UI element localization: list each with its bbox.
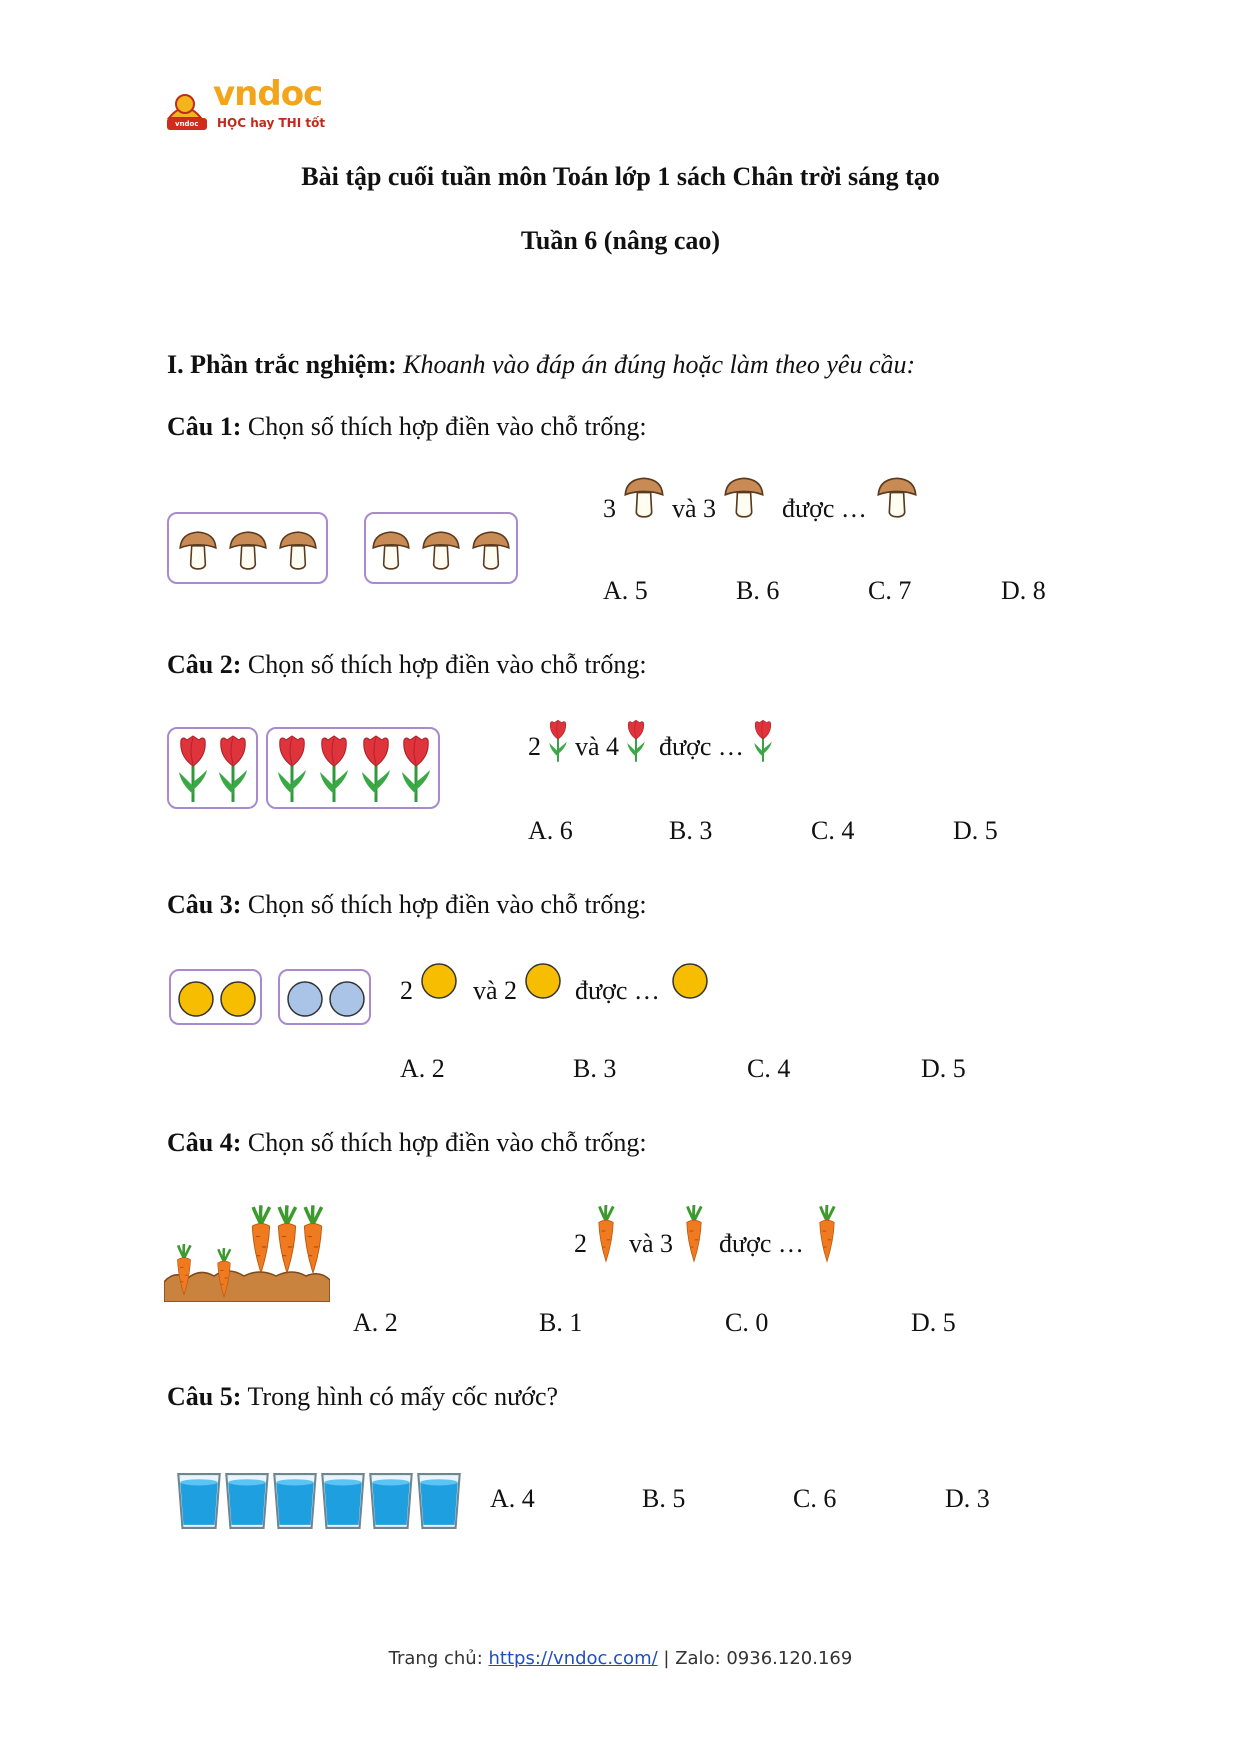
carrot-icon — [595, 1205, 617, 1263]
option-a[interactable]: A. 6 — [528, 816, 573, 845]
question-text: Chọn số thích hợp điền vào chỗ trống: — [247, 890, 647, 919]
option-b[interactable]: B. 6 — [736, 576, 780, 605]
question-text: Trong hình có mấy cốc nước? — [247, 1382, 559, 1411]
page-subtitle: Tuần 6 (nâng cao) — [520, 226, 721, 255]
option-b[interactable]: B. 1 — [539, 1308, 583, 1337]
tulip-icon — [396, 733, 436, 805]
option-c[interactable]: C. 0 — [725, 1308, 769, 1337]
tulip-icon — [545, 719, 571, 763]
water-glass-icon — [224, 1472, 270, 1530]
section-heading — [167, 350, 915, 380]
eq-first-number: 3 — [603, 494, 616, 523]
tulip-icon — [356, 733, 396, 805]
question-label: Câu 4: — [167, 1128, 242, 1157]
option-c[interactable]: C. 6 — [793, 1484, 837, 1513]
tulip-icon — [272, 733, 312, 805]
tulip-icon — [750, 719, 776, 763]
mushroom-icon — [277, 528, 319, 572]
eq-result: được … — [575, 976, 660, 1005]
eq-result: được … — [659, 732, 744, 761]
carrot-garden-image — [164, 1200, 330, 1302]
eq-result: được … — [782, 494, 867, 523]
question-text: Chọn số thích hợp điền vào chỗ trống: — [247, 412, 647, 441]
water-glass-icon — [176, 1472, 222, 1530]
tulip-icon — [213, 733, 253, 805]
tulip-group-2 — [266, 727, 440, 809]
question-3-equation — [400, 966, 710, 1016]
option-b[interactable]: B. 3 — [573, 1054, 617, 1083]
question-label: Câu 5: — [167, 1382, 242, 1411]
water-glass-icon — [272, 1472, 318, 1530]
option-b[interactable]: B. 3 — [669, 816, 713, 845]
blue-circle-icon — [328, 980, 366, 1018]
water-glass-icon — [416, 1472, 462, 1530]
tulip-group-1 — [167, 727, 258, 809]
carrot-icon — [816, 1205, 838, 1263]
option-c[interactable]: C. 7 — [868, 576, 912, 605]
question-text: Chọn số thích hợp điền vào chỗ trống: — [247, 1128, 647, 1157]
mushroom-icon — [227, 528, 269, 572]
tulip-icon — [314, 733, 354, 805]
logo-brand: vndoc — [213, 74, 323, 114]
tulip-icon — [173, 733, 213, 805]
mushroom-icon — [722, 475, 766, 519]
question-5 — [167, 1382, 558, 1412]
blue-circle-group — [278, 969, 371, 1025]
option-a[interactable]: A. 4 — [490, 1484, 535, 1513]
question-label: Câu 1: — [167, 412, 242, 441]
question-2-equation — [528, 722, 776, 772]
carrot-icon — [172, 1244, 196, 1296]
eq-and-number: và 3 — [629, 1229, 674, 1258]
question-label: Câu 3: — [167, 890, 242, 919]
blue-circle-icon — [286, 980, 324, 1018]
eq-first-number: 2 — [528, 732, 541, 761]
option-a[interactable]: A. 5 — [603, 576, 648, 605]
option-d[interactable]: D. 5 — [911, 1308, 956, 1337]
question-3 — [167, 890, 647, 920]
carrot-icon — [300, 1200, 326, 1280]
tulip-icon — [623, 719, 649, 763]
mushroom-group-1 — [167, 512, 328, 584]
mushroom-icon — [370, 528, 412, 572]
option-d[interactable]: D. 5 — [921, 1054, 966, 1083]
water-glasses-image — [176, 1472, 462, 1532]
question-1-equation — [603, 484, 919, 534]
question-4-equation — [574, 1214, 838, 1274]
logo-badge: vndoc — [175, 120, 199, 128]
eq-result: được … — [719, 1229, 804, 1258]
option-c[interactable]: C. 4 — [747, 1054, 791, 1083]
carrot-icon — [683, 1205, 705, 1263]
carrot-icon — [248, 1200, 274, 1280]
question-2 — [167, 650, 647, 680]
option-c[interactable]: C. 4 — [811, 816, 855, 845]
vndoc-logo[interactable] — [165, 74, 326, 138]
mushroom-icon — [470, 528, 512, 572]
eq-first-number: 2 — [400, 976, 413, 1005]
option-d[interactable]: D. 3 — [945, 1484, 990, 1513]
water-glass-icon — [320, 1472, 366, 1530]
yellow-circle-icon — [177, 980, 215, 1018]
mushroom-group-2 — [364, 512, 518, 584]
footer-suffix: | Zalo: 0936.120.169 — [663, 1648, 853, 1669]
option-b[interactable]: B. 5 — [642, 1484, 686, 1513]
eq-and-number: và 4 — [575, 732, 620, 761]
carrot-icon — [212, 1248, 236, 1298]
question-4 — [167, 1128, 647, 1158]
mushroom-icon — [177, 528, 219, 572]
water-glass-icon — [368, 1472, 414, 1530]
mushroom-icon — [875, 475, 919, 519]
logo-tagline: HỌC hay THI tốt — [217, 116, 326, 130]
eq-and-number: và 3 — [672, 494, 717, 523]
mushroom-icon — [622, 475, 666, 519]
option-a[interactable]: A. 2 — [400, 1054, 445, 1083]
page-footer — [0, 1648, 1241, 1669]
yellow-circle-icon — [419, 961, 459, 1001]
eq-first-number: 2 — [574, 1229, 587, 1258]
yellow-circle-group — [169, 969, 262, 1025]
mushroom-icon — [420, 528, 462, 572]
option-a[interactable]: A. 2 — [353, 1308, 398, 1337]
yellow-circle-icon — [219, 980, 257, 1018]
option-d[interactable]: D. 5 — [953, 816, 998, 845]
footer-link[interactable]: https://vndoc.com/ — [488, 1648, 658, 1669]
yellow-circle-icon — [670, 961, 710, 1001]
carrot-icon — [274, 1200, 300, 1280]
page-title: Bài tập cuối tuần môn Toán lớp 1 sách Chân trời sáng tạo — [301, 162, 940, 191]
question-1 — [167, 412, 647, 442]
question-label: Câu 2: — [167, 650, 242, 679]
eq-and-number: và 2 — [473, 976, 518, 1005]
section-label: I. Phần trắc nghiệm: — [167, 350, 397, 379]
yellow-circle-icon — [523, 961, 563, 1001]
section-instruction: Khoanh vào đáp án đúng hoặc làm theo yêu cầu: — [403, 350, 916, 379]
question-text: Chọn số thích hợp điền vào chỗ trống: — [247, 650, 647, 679]
option-d[interactable]: D. 8 — [1001, 576, 1046, 605]
footer-prefix: Trang chủ: — [388, 1648, 483, 1669]
